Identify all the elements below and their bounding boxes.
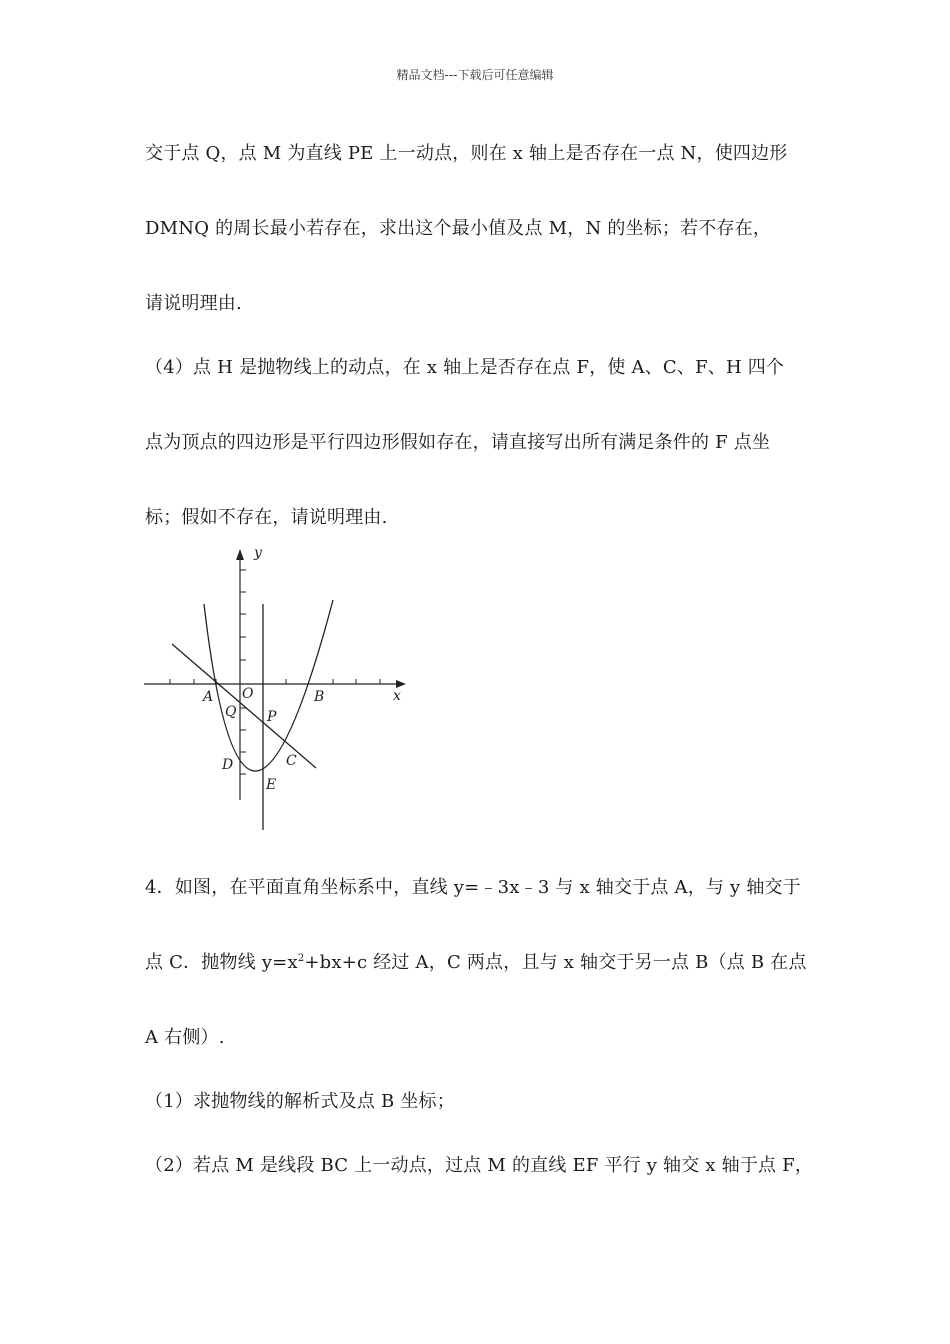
eq-after: +bx+c 经过 A，C 两点，且与 x 轴交于另一点 B（点 B 在点 — [304, 952, 807, 973]
y-axis-arrow — [236, 549, 244, 560]
line-ac — [172, 644, 316, 768]
label-o: O — [242, 686, 254, 702]
parabola-figure — [140, 540, 420, 835]
text-line-8 — [145, 948, 807, 974]
text-line-6: 标；假如不存在，请说明理由. — [145, 507, 388, 528]
parabola-curve — [204, 600, 333, 771]
text-line-7: 4．如图，在平面直角坐标系中，直线 y=﹣3x﹣3 与 x 轴交于点 A，与 y 轴交于 — [145, 877, 801, 898]
page-header: 精品文档---下载后可任意编辑 — [396, 68, 554, 82]
label-a: A — [203, 689, 214, 705]
x-axis-arrow — [396, 680, 406, 688]
eq-before: 点 C．抛物线 y=x — [145, 952, 298, 973]
label-x: x — [393, 688, 401, 704]
label-q: Q — [225, 704, 237, 720]
text-line-9: A 右侧）. — [145, 1027, 225, 1048]
text-line-10: （1）求抛物线的解析式及点 B 坐标； — [145, 1091, 455, 1112]
text-line-1: 交于点 Q，点 M 为直线 PE 上一动点，则在 x 轴上是否存在一点 N，使四边形 — [145, 143, 788, 164]
label-y: y — [254, 545, 262, 561]
text-line-4: （4）点 H 是抛物线上的动点，在 x 轴上是否存在点 F，使 A、C、F、H 四个 — [145, 357, 785, 378]
label-d: D — [222, 757, 234, 773]
label-c: C — [286, 753, 297, 769]
label-e: E — [266, 777, 277, 793]
text-line-2: DMNQ 的周长最小若存在，求出这个最小值及点 M，N 的坐标；若不存在， — [145, 218, 772, 239]
text-line-5: 点为顶点的四边形是平行四边形假如存在，请直接写出所有满足条件的 F 点坐 — [145, 432, 771, 453]
eq-exponent: 2 — [297, 953, 305, 964]
y-ticks — [240, 570, 246, 774]
x-ticks — [170, 679, 380, 684]
text-line-11: （2）若点 M 是线段 BC 上一动点，过点 M 的直线 EF 平行 y 轴交 x 轴于点 F， — [145, 1155, 814, 1176]
label-b: B — [314, 689, 325, 705]
text-line-3: 请说明理由. — [145, 293, 242, 314]
label-p: P — [267, 709, 277, 725]
